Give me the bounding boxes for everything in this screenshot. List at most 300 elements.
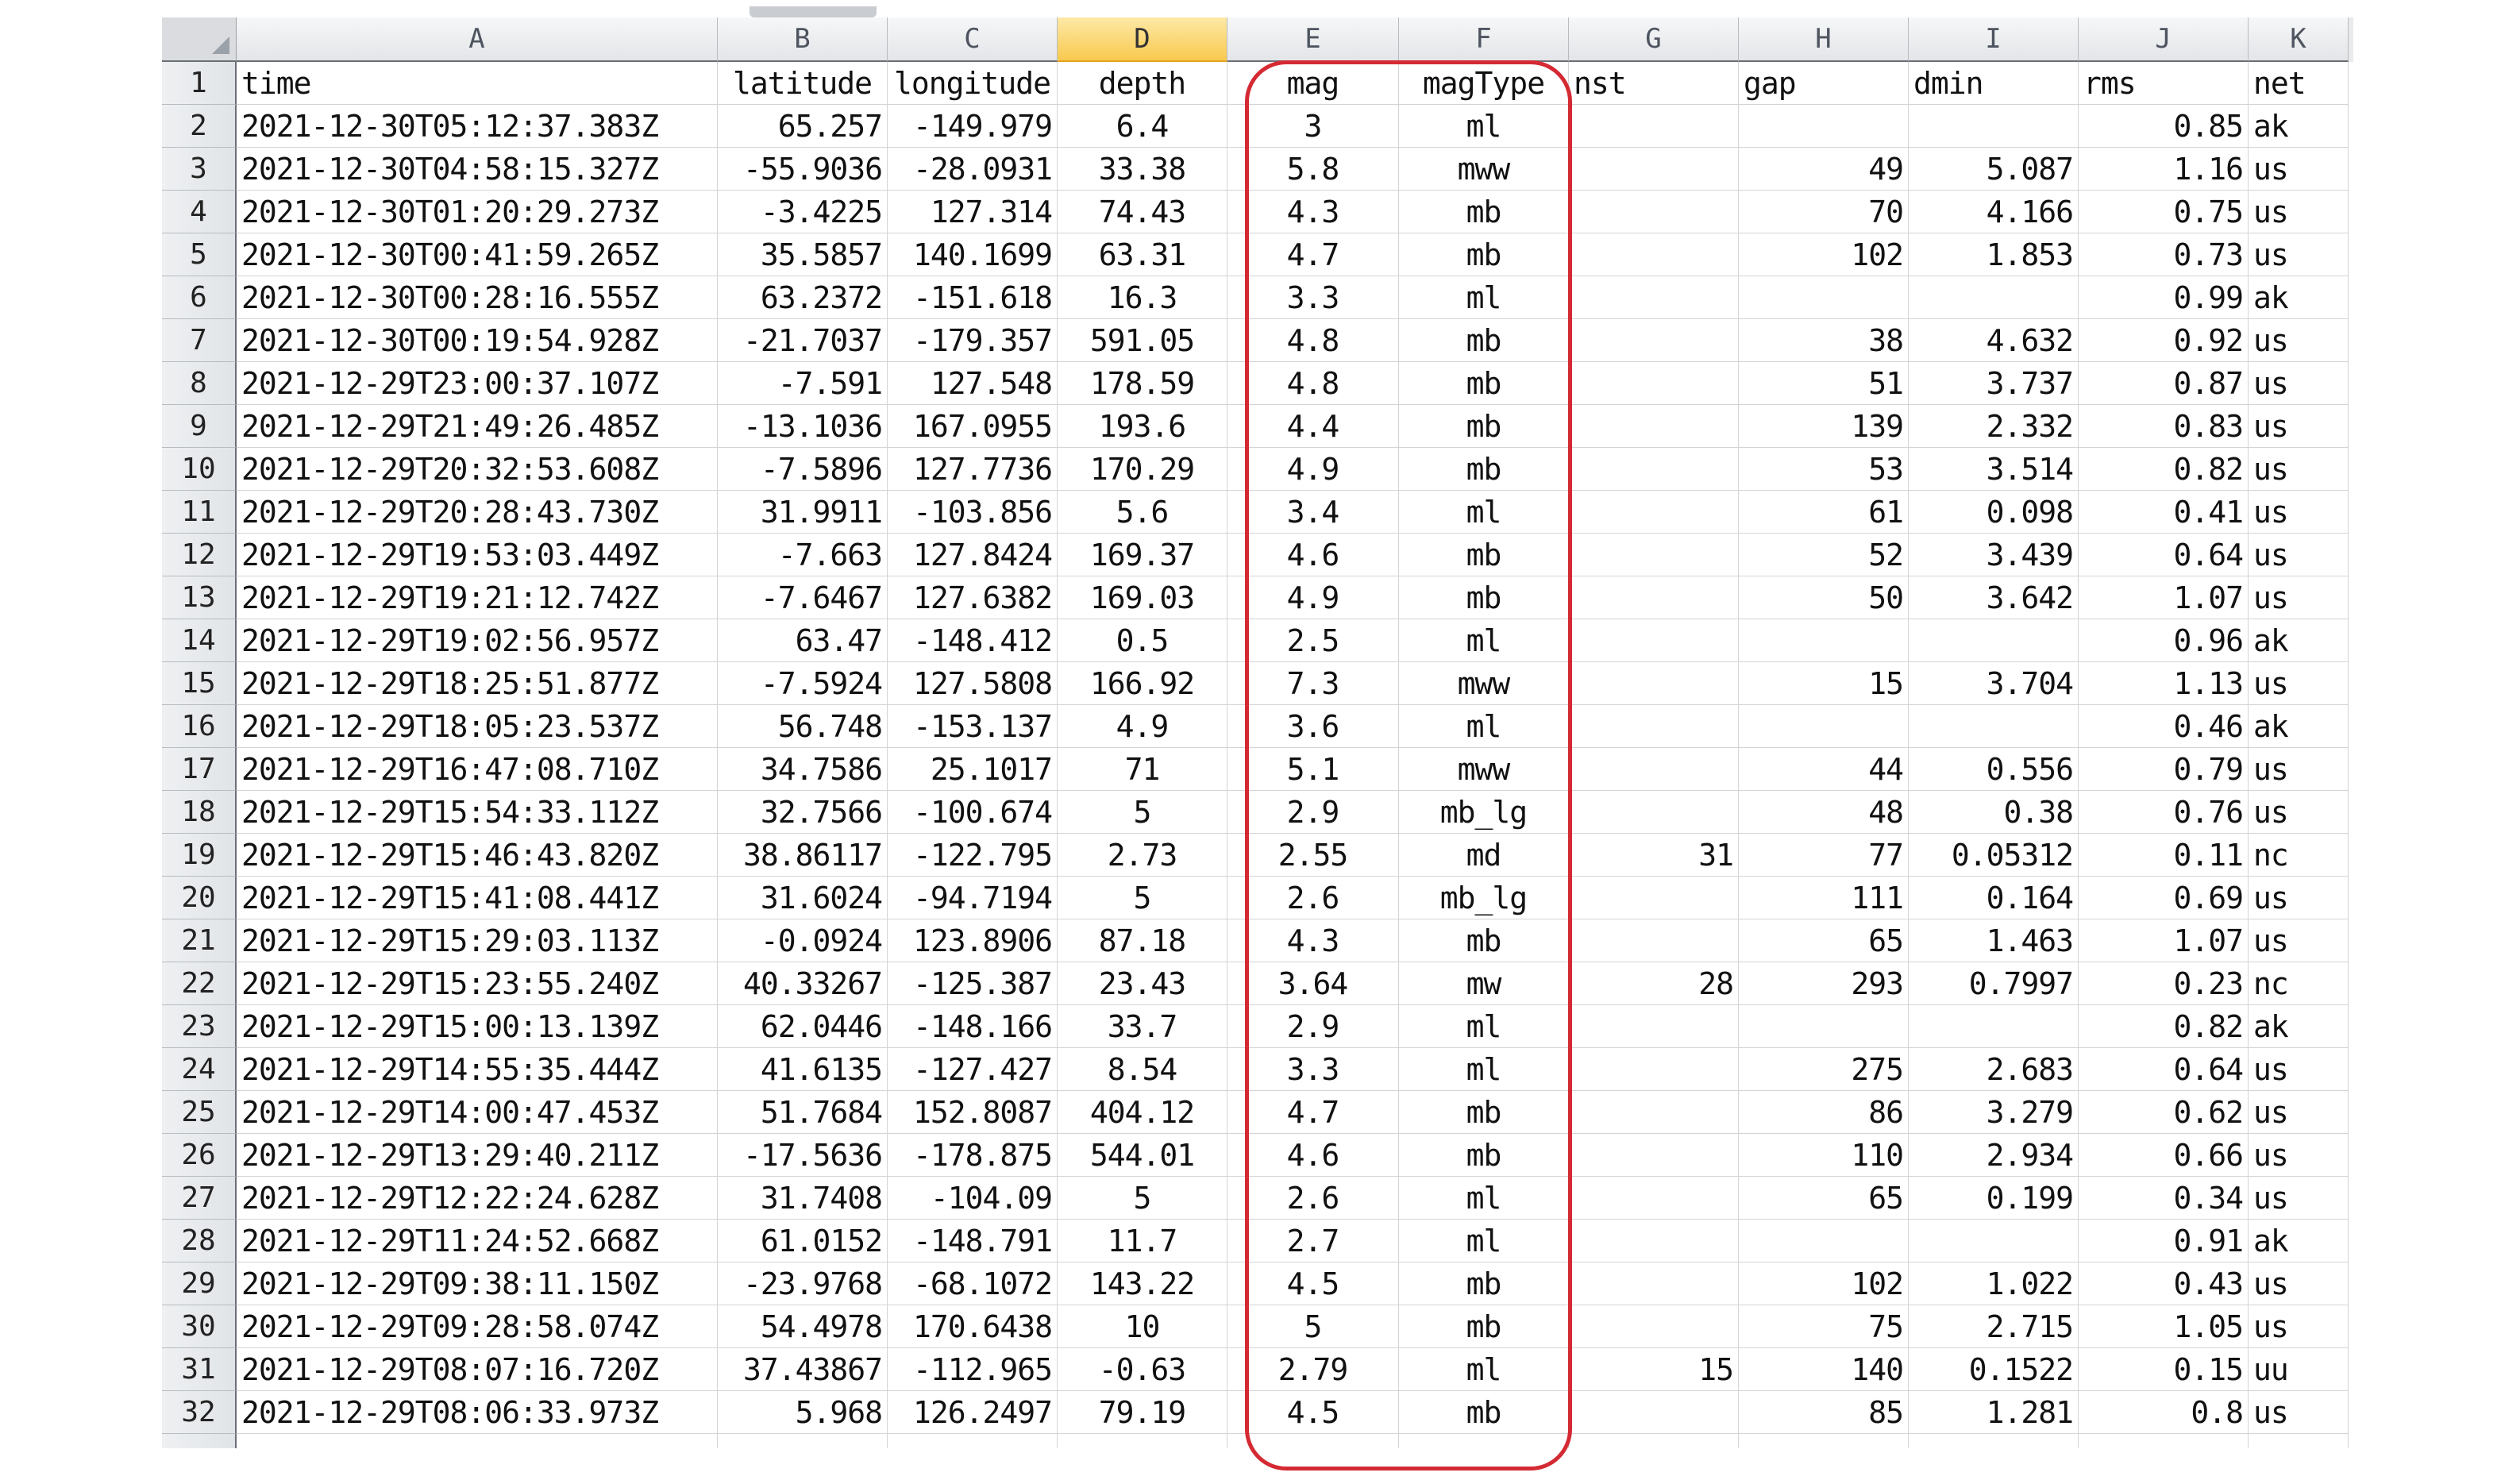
cell-g[interactable] bbox=[1569, 191, 1739, 233]
header-cell-k[interactable]: net bbox=[2249, 62, 2349, 105]
cell-h[interactable] bbox=[1739, 619, 1909, 662]
cell-i[interactable]: 3.514 bbox=[1909, 448, 2079, 491]
cell-k[interactable]: us bbox=[2249, 148, 2349, 191]
cell-g[interactable] bbox=[1569, 1005, 1739, 1048]
cell-k[interactable]: us bbox=[2249, 1391, 2349, 1434]
cell-h[interactable]: 38 bbox=[1739, 319, 1909, 362]
cell-h[interactable]: 86 bbox=[1739, 1091, 1909, 1134]
cell-d[interactable]: 404.12 bbox=[1058, 1091, 1227, 1134]
cell-g[interactable] bbox=[1569, 576, 1739, 619]
cell-a[interactable]: 2021-12-29T15:00:13.139Z bbox=[237, 1005, 718, 1048]
cell-h[interactable]: 102 bbox=[1739, 233, 1909, 276]
cell-g[interactable] bbox=[1569, 619, 1739, 662]
cell-i[interactable]: 2.332 bbox=[1909, 405, 2079, 448]
cell-k[interactable]: us bbox=[2249, 576, 2349, 619]
cell-a[interactable]: 2021-12-30T01:20:29.273Z bbox=[237, 191, 718, 233]
cell-d[interactable]: 6.4 bbox=[1058, 105, 1227, 148]
cell-h[interactable]: 70 bbox=[1739, 191, 1909, 233]
cell-c[interactable]: -122.795 bbox=[888, 834, 1058, 877]
cell-k[interactable]: nc bbox=[2249, 962, 2349, 1005]
cell-d[interactable]: 63.31 bbox=[1058, 233, 1227, 276]
cell-c[interactable]: -125.387 bbox=[888, 962, 1058, 1005]
row-number[interactable]: 28 bbox=[162, 1220, 237, 1262]
cell-k[interactable]: us bbox=[2249, 919, 2349, 962]
cell-g[interactable] bbox=[1569, 491, 1739, 534]
cell-c[interactable]: 127.6382 bbox=[888, 576, 1058, 619]
column-header-e[interactable]: E bbox=[1227, 17, 1399, 62]
row-number[interactable]: 13 bbox=[162, 576, 237, 619]
cell-e[interactable]: 4.5 bbox=[1227, 1391, 1399, 1434]
cell-d[interactable]: 170.29 bbox=[1058, 448, 1227, 491]
cell-e[interactable]: 4.8 bbox=[1227, 362, 1399, 405]
cell-a[interactable]: 2021-12-29T11:24:52.668Z bbox=[237, 1220, 718, 1262]
cell-k[interactable]: nc bbox=[2249, 834, 2349, 877]
cell-e[interactable]: 2.55 bbox=[1227, 834, 1399, 877]
cell-e[interactable]: 5.8 bbox=[1227, 148, 1399, 191]
cell-g[interactable] bbox=[1569, 148, 1739, 191]
cell-i[interactable]: 2.934 bbox=[1909, 1134, 2079, 1177]
cell-c[interactable]: -104.09 bbox=[888, 1177, 1058, 1220]
cell-d[interactable]: 33.7 bbox=[1058, 1005, 1227, 1048]
cell-k[interactable]: uu bbox=[2249, 1348, 2349, 1391]
cell-d[interactable]: 5.6 bbox=[1058, 491, 1227, 534]
cell-e[interactable]: 2.5 bbox=[1227, 619, 1399, 662]
cell-a[interactable]: 2021-12-29T15:23:55.240Z bbox=[237, 962, 718, 1005]
cell-k[interactable]: us bbox=[2249, 791, 2349, 834]
cell-h[interactable]: 275 bbox=[1739, 1048, 1909, 1091]
cell-j[interactable]: 0.76 bbox=[2079, 791, 2249, 834]
cell-i[interactable] bbox=[1909, 1005, 2079, 1048]
column-header-d[interactable]: D bbox=[1058, 17, 1227, 62]
cell-i[interactable]: 3.642 bbox=[1909, 576, 2079, 619]
cell-g[interactable] bbox=[1569, 919, 1739, 962]
row-number[interactable]: 16 bbox=[162, 705, 237, 748]
cell-b[interactable]: -7.591 bbox=[718, 362, 888, 405]
cell-e[interactable]: 3 bbox=[1227, 105, 1399, 148]
cell-c[interactable]: -153.137 bbox=[888, 705, 1058, 748]
cell-b[interactable]: 37.43867 bbox=[718, 1348, 888, 1391]
cell-k[interactable]: us bbox=[2249, 662, 2349, 705]
cell-b[interactable]: -0.0924 bbox=[718, 919, 888, 962]
row-number[interactable]: 27 bbox=[162, 1177, 237, 1220]
cell-k[interactable]: us bbox=[2249, 319, 2349, 362]
cell-h[interactable]: 52 bbox=[1739, 534, 1909, 576]
cell-e[interactable]: 4.7 bbox=[1227, 1091, 1399, 1134]
cell-a[interactable]: 2021-12-29T16:47:08.710Z bbox=[237, 748, 718, 791]
cell-g[interactable] bbox=[1569, 233, 1739, 276]
cell-j[interactable]: 0.92 bbox=[2079, 319, 2249, 362]
row-number[interactable]: 14 bbox=[162, 619, 237, 662]
cell-f[interactable]: mw bbox=[1399, 962, 1569, 1005]
cell-c[interactable]: -151.618 bbox=[888, 276, 1058, 319]
header-cell-b[interactable]: latitude bbox=[718, 62, 888, 105]
cell-d[interactable]: 166.92 bbox=[1058, 662, 1227, 705]
cell-j[interactable]: 0.82 bbox=[2079, 448, 2249, 491]
cell-d[interactable]: 71 bbox=[1058, 748, 1227, 791]
cell-j[interactable]: 0.83 bbox=[2079, 405, 2249, 448]
cell-g[interactable] bbox=[1569, 662, 1739, 705]
cell-e[interactable]: 4.4 bbox=[1227, 405, 1399, 448]
cell-j[interactable]: 0.99 bbox=[2079, 276, 2249, 319]
row-number[interactable]: 2 bbox=[162, 105, 237, 148]
cell-i[interactable]: 4.166 bbox=[1909, 191, 2079, 233]
header-cell-a[interactable]: time bbox=[237, 62, 718, 105]
cell-e[interactable]: 4.8 bbox=[1227, 319, 1399, 362]
cell-e[interactable]: 4.6 bbox=[1227, 534, 1399, 576]
cell-a[interactable]: 2021-12-30T00:41:59.265Z bbox=[237, 233, 718, 276]
cell-a[interactable]: 2021-12-29T15:54:33.112Z bbox=[237, 791, 718, 834]
cell-a[interactable]: 2021-12-29T09:28:58.074Z bbox=[237, 1305, 718, 1348]
cell-h[interactable]: 293 bbox=[1739, 962, 1909, 1005]
cell-f[interactable]: mb bbox=[1399, 405, 1569, 448]
cell-f[interactable]: mb bbox=[1399, 1091, 1569, 1134]
cell-d[interactable]: 8.54 bbox=[1058, 1048, 1227, 1091]
cell-h[interactable]: 140 bbox=[1739, 1348, 1909, 1391]
cell-i[interactable] bbox=[1909, 619, 2079, 662]
cell-j[interactable]: 0.82 bbox=[2079, 1005, 2249, 1048]
cell-a[interactable]: 2021-12-30T00:19:54.928Z bbox=[237, 319, 718, 362]
empty-cell[interactable] bbox=[2249, 1434, 2349, 1448]
cell-a[interactable]: 2021-12-29T15:29:03.113Z bbox=[237, 919, 718, 962]
header-cell-d[interactable]: depth bbox=[1058, 62, 1227, 105]
cell-g[interactable] bbox=[1569, 1048, 1739, 1091]
cell-c[interactable]: -28.0931 bbox=[888, 148, 1058, 191]
cell-g[interactable] bbox=[1569, 534, 1739, 576]
cell-k[interactable]: ak bbox=[2249, 1220, 2349, 1262]
cell-j[interactable]: 0.15 bbox=[2079, 1348, 2249, 1391]
cell-h[interactable]: 48 bbox=[1739, 791, 1909, 834]
column-header-a[interactable]: A bbox=[237, 17, 718, 62]
cell-g[interactable]: 31 bbox=[1569, 834, 1739, 877]
row-number[interactable]: 12 bbox=[162, 534, 237, 576]
cell-a[interactable]: 2021-12-29T15:46:43.820Z bbox=[237, 834, 718, 877]
cell-d[interactable]: 544.01 bbox=[1058, 1134, 1227, 1177]
header-cell-c[interactable]: longitude bbox=[888, 62, 1058, 105]
cell-j[interactable]: 0.62 bbox=[2079, 1091, 2249, 1134]
cell-c[interactable]: 127.8424 bbox=[888, 534, 1058, 576]
row-number[interactable]: 29 bbox=[162, 1262, 237, 1305]
cell-k[interactable]: us bbox=[2249, 405, 2349, 448]
cell-e[interactable]: 4.6 bbox=[1227, 1134, 1399, 1177]
header-cell-g[interactable]: nst bbox=[1569, 62, 1739, 105]
cell-g[interactable] bbox=[1569, 276, 1739, 319]
cell-i[interactable] bbox=[1909, 276, 2079, 319]
cell-i[interactable]: 3.737 bbox=[1909, 362, 2079, 405]
cell-d[interactable]: 2.73 bbox=[1058, 834, 1227, 877]
cell-g[interactable] bbox=[1569, 1177, 1739, 1220]
cell-b[interactable]: -13.1036 bbox=[718, 405, 888, 448]
cell-g[interactable] bbox=[1569, 1134, 1739, 1177]
cell-d[interactable]: 5 bbox=[1058, 877, 1227, 919]
cell-h[interactable]: 61 bbox=[1739, 491, 1909, 534]
cell-k[interactable]: us bbox=[2249, 191, 2349, 233]
cell-a[interactable]: 2021-12-29T20:28:43.730Z bbox=[237, 491, 718, 534]
cell-a[interactable]: 2021-12-29T15:41:08.441Z bbox=[237, 877, 718, 919]
cell-f[interactable]: mb_lg bbox=[1399, 877, 1569, 919]
header-cell-e[interactable]: mag bbox=[1227, 62, 1399, 105]
cell-g[interactable] bbox=[1569, 791, 1739, 834]
row-number[interactable]: 25 bbox=[162, 1091, 237, 1134]
cell-k[interactable]: us bbox=[2249, 362, 2349, 405]
cell-a[interactable]: 2021-12-30T05:12:37.383Z bbox=[237, 105, 718, 148]
cell-j[interactable]: 0.91 bbox=[2079, 1220, 2249, 1262]
cell-i[interactable]: 0.1522 bbox=[1909, 1348, 2079, 1391]
cell-f[interactable]: mww bbox=[1399, 148, 1569, 191]
column-header-f[interactable]: F bbox=[1399, 17, 1569, 62]
cell-j[interactable]: 0.23 bbox=[2079, 962, 2249, 1005]
cell-c[interactable]: 127.5808 bbox=[888, 662, 1058, 705]
cell-g[interactable] bbox=[1569, 105, 1739, 148]
cell-i[interactable]: 0.199 bbox=[1909, 1177, 2079, 1220]
cell-k[interactable]: us bbox=[2249, 534, 2349, 576]
column-header-h[interactable]: H bbox=[1739, 17, 1909, 62]
cell-c[interactable]: 167.0955 bbox=[888, 405, 1058, 448]
cell-e[interactable]: 2.6 bbox=[1227, 877, 1399, 919]
cell-j[interactable]: 0.87 bbox=[2079, 362, 2249, 405]
cell-b[interactable]: -7.5896 bbox=[718, 448, 888, 491]
cell-c[interactable]: 170.6438 bbox=[888, 1305, 1058, 1348]
row-number[interactable]: 11 bbox=[162, 491, 237, 534]
cell-c[interactable]: -94.7194 bbox=[888, 877, 1058, 919]
cell-c[interactable]: -179.357 bbox=[888, 319, 1058, 362]
cell-j[interactable]: 0.96 bbox=[2079, 619, 2249, 662]
cell-j[interactable]: 1.16 bbox=[2079, 148, 2249, 191]
cell-c[interactable]: 152.8087 bbox=[888, 1091, 1058, 1134]
cell-i[interactable]: 0.556 bbox=[1909, 748, 2079, 791]
cell-c[interactable]: -148.791 bbox=[888, 1220, 1058, 1262]
cell-i[interactable]: 3.439 bbox=[1909, 534, 2079, 576]
cell-b[interactable]: 65.257 bbox=[718, 105, 888, 148]
cell-j[interactable]: 1.07 bbox=[2079, 919, 2249, 962]
cell-b[interactable]: -7.663 bbox=[718, 534, 888, 576]
empty-cell[interactable] bbox=[1739, 1434, 1909, 1448]
cell-k[interactable]: us bbox=[2249, 233, 2349, 276]
cell-g[interactable] bbox=[1569, 448, 1739, 491]
cell-b[interactable]: -7.5924 bbox=[718, 662, 888, 705]
cell-b[interactable]: 51.7684 bbox=[718, 1091, 888, 1134]
cell-a[interactable]: 2021-12-29T18:05:23.537Z bbox=[237, 705, 718, 748]
cell-h[interactable]: 139 bbox=[1739, 405, 1909, 448]
row-number[interactable] bbox=[162, 1434, 237, 1448]
cell-j[interactable]: 0.34 bbox=[2079, 1177, 2249, 1220]
cell-f[interactable]: mb bbox=[1399, 1391, 1569, 1434]
cell-g[interactable] bbox=[1569, 319, 1739, 362]
cell-i[interactable]: 3.704 bbox=[1909, 662, 2079, 705]
cell-d[interactable]: 74.43 bbox=[1058, 191, 1227, 233]
cell-h[interactable]: 102 bbox=[1739, 1262, 1909, 1305]
cell-c[interactable]: 123.8906 bbox=[888, 919, 1058, 962]
cell-h[interactable]: 111 bbox=[1739, 877, 1909, 919]
cell-e[interactable]: 3.3 bbox=[1227, 276, 1399, 319]
cell-b[interactable]: -21.7037 bbox=[718, 319, 888, 362]
cell-f[interactable]: ml bbox=[1399, 276, 1569, 319]
cell-h[interactable] bbox=[1739, 705, 1909, 748]
cell-k[interactable]: us bbox=[2249, 1134, 2349, 1177]
cell-j[interactable]: 0.64 bbox=[2079, 1048, 2249, 1091]
cell-h[interactable]: 110 bbox=[1739, 1134, 1909, 1177]
cell-g[interactable] bbox=[1569, 1220, 1739, 1262]
cell-j[interactable]: 0.8 bbox=[2079, 1391, 2249, 1434]
cell-b[interactable]: -17.5636 bbox=[718, 1134, 888, 1177]
header-cell-f[interactable]: magType bbox=[1399, 62, 1569, 105]
cell-f[interactable]: mb_lg bbox=[1399, 791, 1569, 834]
select-all-corner[interactable] bbox=[162, 17, 237, 62]
cell-d[interactable]: 23.43 bbox=[1058, 962, 1227, 1005]
cell-c[interactable]: 140.1699 bbox=[888, 233, 1058, 276]
cell-i[interactable]: 1.281 bbox=[1909, 1391, 2079, 1434]
cell-c[interactable]: -127.427 bbox=[888, 1048, 1058, 1091]
cell-f[interactable]: mb bbox=[1399, 576, 1569, 619]
cell-c[interactable]: -178.875 bbox=[888, 1134, 1058, 1177]
cell-b[interactable]: -7.6467 bbox=[718, 576, 888, 619]
row-number[interactable]: 7 bbox=[162, 319, 237, 362]
cell-h[interactable] bbox=[1739, 276, 1909, 319]
cell-i[interactable] bbox=[1909, 705, 2079, 748]
cell-f[interactable]: ml bbox=[1399, 105, 1569, 148]
cell-b[interactable]: -3.4225 bbox=[718, 191, 888, 233]
cell-i[interactable]: 0.098 bbox=[1909, 491, 2079, 534]
cell-c[interactable]: 127.548 bbox=[888, 362, 1058, 405]
cell-j[interactable]: 0.66 bbox=[2079, 1134, 2249, 1177]
cell-d[interactable]: 5 bbox=[1058, 1177, 1227, 1220]
cell-j[interactable]: 0.73 bbox=[2079, 233, 2249, 276]
cell-e[interactable]: 4.9 bbox=[1227, 576, 1399, 619]
cell-d[interactable]: 169.03 bbox=[1058, 576, 1227, 619]
cell-i[interactable]: 1.022 bbox=[1909, 1262, 2079, 1305]
row-number[interactable]: 9 bbox=[162, 405, 237, 448]
cell-e[interactable]: 3.64 bbox=[1227, 962, 1399, 1005]
cell-d[interactable]: 0.5 bbox=[1058, 619, 1227, 662]
cell-b[interactable]: 61.0152 bbox=[718, 1220, 888, 1262]
cell-d[interactable]: 87.18 bbox=[1058, 919, 1227, 962]
cell-c[interactable]: 127.314 bbox=[888, 191, 1058, 233]
cell-c[interactable]: -149.979 bbox=[888, 105, 1058, 148]
cell-a[interactable]: 2021-12-29T20:32:53.608Z bbox=[237, 448, 718, 491]
cell-f[interactable]: mb bbox=[1399, 362, 1569, 405]
cell-h[interactable]: 65 bbox=[1739, 1177, 1909, 1220]
cell-d[interactable]: 169.37 bbox=[1058, 534, 1227, 576]
cell-b[interactable]: -55.9036 bbox=[718, 148, 888, 191]
cell-c[interactable]: -100.674 bbox=[888, 791, 1058, 834]
cell-a[interactable]: 2021-12-29T14:55:35.444Z bbox=[237, 1048, 718, 1091]
cell-d[interactable]: -0.63 bbox=[1058, 1348, 1227, 1391]
cell-e[interactable]: 4.7 bbox=[1227, 233, 1399, 276]
header-cell-i[interactable]: dmin bbox=[1909, 62, 2079, 105]
cell-b[interactable]: 5.968 bbox=[718, 1391, 888, 1434]
cell-c[interactable]: 127.7736 bbox=[888, 448, 1058, 491]
cell-c[interactable]: -148.412 bbox=[888, 619, 1058, 662]
cell-e[interactable]: 4.5 bbox=[1227, 1262, 1399, 1305]
cell-a[interactable]: 2021-12-29T09:38:11.150Z bbox=[237, 1262, 718, 1305]
cell-c[interactable]: 126.2497 bbox=[888, 1391, 1058, 1434]
cell-d[interactable]: 33.38 bbox=[1058, 148, 1227, 191]
cell-f[interactable]: md bbox=[1399, 834, 1569, 877]
cell-g[interactable] bbox=[1569, 877, 1739, 919]
cell-f[interactable]: ml bbox=[1399, 1177, 1569, 1220]
cell-g[interactable] bbox=[1569, 748, 1739, 791]
empty-cell[interactable] bbox=[888, 1434, 1058, 1448]
column-header-k[interactable]: K bbox=[2249, 17, 2349, 62]
cell-b[interactable]: 63.47 bbox=[718, 619, 888, 662]
cell-f[interactable]: mww bbox=[1399, 748, 1569, 791]
cell-i[interactable]: 0.05312 bbox=[1909, 834, 2079, 877]
cell-k[interactable]: ak bbox=[2249, 276, 2349, 319]
cell-b[interactable]: 32.7566 bbox=[718, 791, 888, 834]
cell-f[interactable]: mww bbox=[1399, 662, 1569, 705]
cell-f[interactable]: mb bbox=[1399, 534, 1569, 576]
cell-a[interactable]: 2021-12-29T14:00:47.453Z bbox=[237, 1091, 718, 1134]
cell-b[interactable]: 31.7408 bbox=[718, 1177, 888, 1220]
cell-i[interactable]: 2.715 bbox=[1909, 1305, 2079, 1348]
cell-f[interactable]: ml bbox=[1399, 705, 1569, 748]
cell-j[interactable]: 0.11 bbox=[2079, 834, 2249, 877]
cell-h[interactable]: 15 bbox=[1739, 662, 1909, 705]
cell-h[interactable]: 77 bbox=[1739, 834, 1909, 877]
cell-b[interactable]: 31.6024 bbox=[718, 877, 888, 919]
cell-i[interactable]: 5.087 bbox=[1909, 148, 2079, 191]
cell-k[interactable]: us bbox=[2249, 1262, 2349, 1305]
cell-k[interactable]: ak bbox=[2249, 619, 2349, 662]
cell-h[interactable]: 85 bbox=[1739, 1391, 1909, 1434]
cell-e[interactable]: 2.9 bbox=[1227, 791, 1399, 834]
cell-j[interactable]: 1.13 bbox=[2079, 662, 2249, 705]
cell-g[interactable] bbox=[1569, 705, 1739, 748]
cell-g[interactable] bbox=[1569, 1391, 1739, 1434]
cell-g[interactable]: 15 bbox=[1569, 1348, 1739, 1391]
column-header-i[interactable]: I bbox=[1909, 17, 2079, 62]
cell-b[interactable]: 56.748 bbox=[718, 705, 888, 748]
row-number[interactable]: 32 bbox=[162, 1391, 237, 1434]
empty-cell[interactable] bbox=[237, 1434, 718, 1448]
cell-i[interactable]: 3.279 bbox=[1909, 1091, 2079, 1134]
cell-g[interactable] bbox=[1569, 1305, 1739, 1348]
cell-k[interactable]: us bbox=[2249, 748, 2349, 791]
cell-i[interactable]: 0.164 bbox=[1909, 877, 2079, 919]
column-header-b[interactable]: B bbox=[718, 17, 888, 62]
row-number[interactable]: 10 bbox=[162, 448, 237, 491]
cell-h[interactable] bbox=[1739, 105, 1909, 148]
cell-b[interactable]: 35.5857 bbox=[718, 233, 888, 276]
cell-g[interactable] bbox=[1569, 362, 1739, 405]
cell-g[interactable] bbox=[1569, 1091, 1739, 1134]
cell-a[interactable]: 2021-12-29T19:53:03.449Z bbox=[237, 534, 718, 576]
row-number[interactable]: 17 bbox=[162, 748, 237, 791]
empty-cell[interactable] bbox=[1058, 1434, 1227, 1448]
cell-j[interactable]: 0.64 bbox=[2079, 534, 2249, 576]
empty-cell[interactable] bbox=[1569, 1434, 1739, 1448]
cell-e[interactable]: 4.3 bbox=[1227, 919, 1399, 962]
cell-f[interactable]: mb bbox=[1399, 448, 1569, 491]
row-number[interactable]: 4 bbox=[162, 191, 237, 233]
cell-e[interactable]: 2.6 bbox=[1227, 1177, 1399, 1220]
cell-a[interactable]: 2021-12-30T00:28:16.555Z bbox=[237, 276, 718, 319]
cell-e[interactable]: 3.3 bbox=[1227, 1048, 1399, 1091]
cell-e[interactable]: 4.3 bbox=[1227, 191, 1399, 233]
cell-f[interactable]: mb bbox=[1399, 919, 1569, 962]
cell-k[interactable]: us bbox=[2249, 1305, 2349, 1348]
column-header-j[interactable]: J bbox=[2079, 17, 2249, 62]
cell-j[interactable]: 1.05 bbox=[2079, 1305, 2249, 1348]
empty-cell[interactable] bbox=[2079, 1434, 2249, 1448]
cell-b[interactable]: 34.7586 bbox=[718, 748, 888, 791]
cell-h[interactable]: 65 bbox=[1739, 919, 1909, 962]
cell-i[interactable] bbox=[1909, 105, 2079, 148]
row-number[interactable]: 6 bbox=[162, 276, 237, 319]
cell-a[interactable]: 2021-12-29T08:07:16.720Z bbox=[237, 1348, 718, 1391]
cell-d[interactable]: 10 bbox=[1058, 1305, 1227, 1348]
cell-c[interactable]: -68.1072 bbox=[888, 1262, 1058, 1305]
cell-d[interactable]: 16.3 bbox=[1058, 276, 1227, 319]
